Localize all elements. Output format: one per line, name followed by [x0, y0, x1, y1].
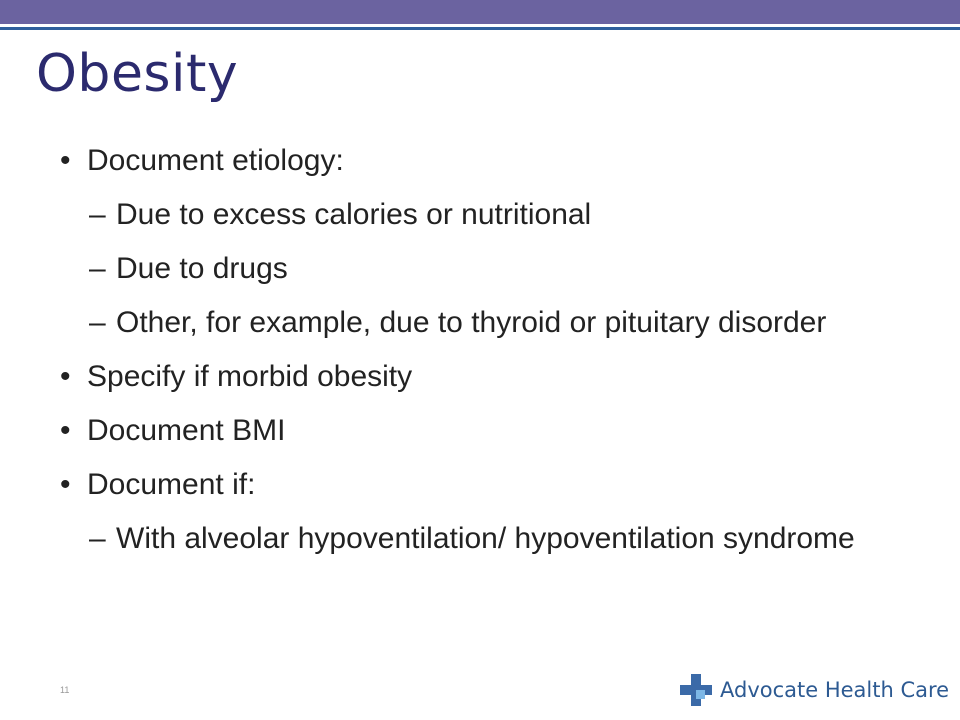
sub-bullet-item — [60, 520, 920, 558]
sub-bullet-text: Due to excess calories or nutritional — [116, 198, 592, 231]
bullet-list — [60, 142, 920, 574]
slide-title: Obesity — [36, 44, 239, 104]
bullet-item — [60, 358, 920, 396]
sub-bullet-item — [60, 304, 920, 342]
header-bar — [0, 0, 960, 24]
bullet-item — [60, 412, 920, 450]
sub-bullet-item — [60, 196, 920, 234]
bullet-item — [60, 466, 920, 504]
bullet-marker: • — [60, 414, 71, 447]
bullet-text: Document BMI — [87, 414, 286, 447]
dash-marker: – — [89, 252, 106, 285]
sub-bullet-text: Other, for example, due to thyroid or pituitary disorder — [116, 306, 827, 339]
bullet-marker: • — [60, 144, 71, 177]
sub-bullet-text: Due to drugs — [116, 252, 288, 285]
logo-text: Advocate Health Care — [720, 678, 950, 702]
bullet-text: Document etiology: — [87, 144, 344, 177]
sub-bullet-text: With alveolar hypoventilation/ hypoventilation syndrome — [116, 522, 855, 555]
bullet-marker: • — [60, 360, 71, 393]
dash-marker: – — [89, 306, 106, 339]
dash-marker: – — [89, 522, 106, 555]
bullet-text: Specify if morbid obesity — [87, 360, 413, 393]
slide-number: 11 — [60, 685, 70, 695]
dash-marker: – — [89, 198, 106, 231]
cross-logo-icon — [680, 674, 712, 706]
sub-bullet-item — [60, 250, 920, 288]
bullet-text: Document if: — [87, 468, 256, 501]
bullet-marker: • — [60, 468, 71, 501]
bullet-item — [60, 142, 920, 180]
brand-logo — [680, 672, 949, 708]
header-divider — [0, 27, 960, 30]
